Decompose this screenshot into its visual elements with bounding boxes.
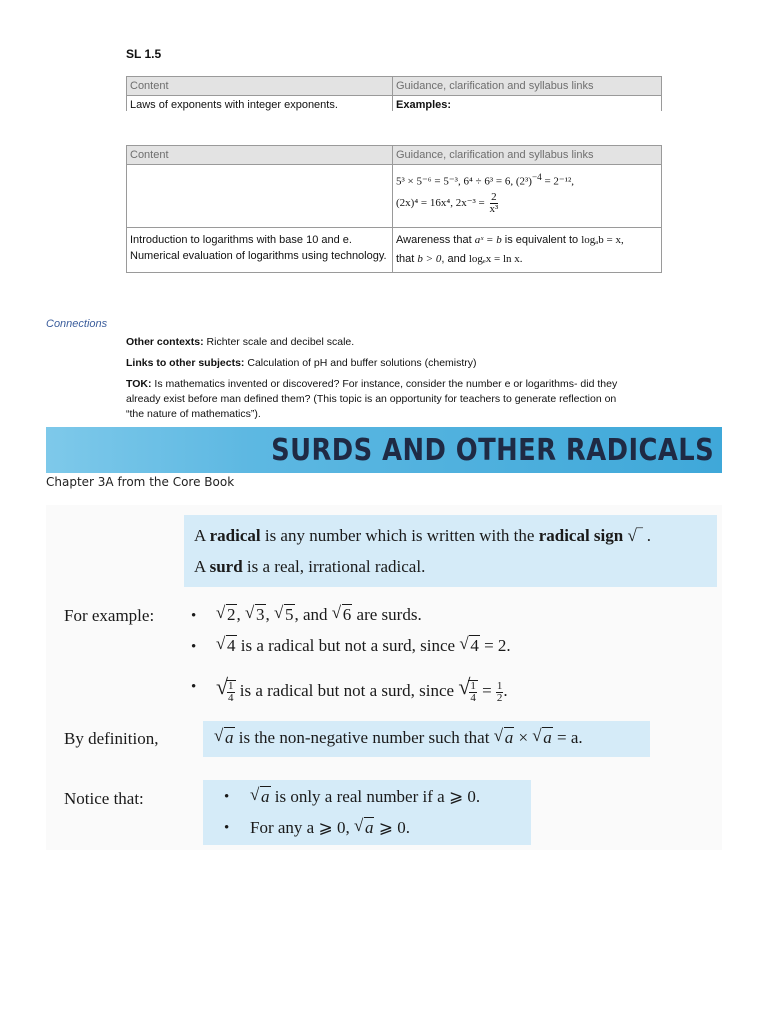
banner-title: SURDS AND OTHER RADICALS [270,433,714,468]
equivalence-text: is equivalent to [501,234,582,246]
sqrt-one-quarter [459,676,478,704]
links-label: Links to other subjects: [126,357,245,369]
comma: , [265,605,274,624]
sqrt-6 [333,605,353,625]
logarithm-evaluation-text: Numerical evaluation of logarithms using technology. [130,250,387,262]
ln-equation: logₑx = ln x. [468,253,523,265]
section-code: SL 1.5 [126,47,162,61]
sqrt-2 [217,605,237,625]
links-to-other-subjects [126,356,626,371]
radicand [226,679,236,704]
not-surd-text: is a radical but not a surd, since [235,681,459,700]
equals-two: = 2. [479,636,511,655]
tok-connection [126,377,621,422]
table1-header-guidance: Guidance, clarification and syllabus links [393,77,662,96]
non-negative-text: is the non-negative number such that [234,728,494,747]
bullet: • [191,679,197,695]
bullet: • [191,608,197,624]
radicand: 3 [256,605,265,624]
def-a: A [194,526,210,545]
example-sqrt-quarter [216,676,508,704]
sqrt-a [251,787,271,807]
radicand: 4 [470,636,479,655]
surd-def-a: A [194,557,210,576]
surd-term: surd [209,557,243,576]
links-text: Calculation of pH and buffer solutions (chemistry) [244,357,477,369]
radicand [468,679,478,704]
radicand: 6 [342,605,352,624]
equals-sign: = [477,681,496,700]
comma: , [236,605,245,624]
exponent-example-b: = 2⁻¹², [541,175,575,188]
radicand: a [225,728,234,747]
sqrt-5 [275,605,295,625]
sqrt-4 [217,636,237,656]
surd-definition [194,557,425,577]
tok-text: Is mathematics invented or discovered? For instance, consider the number e or logarithms- did they already exist before man defined them? (This topic is an opportunity for teachers to generate reflection on “the nature of mathematics”). [126,378,618,420]
radical-term: radical [209,526,261,545]
denominator: 4 [228,691,234,704]
sqrt-a [355,818,375,838]
radicand: a [543,728,552,747]
radicand: 4 [227,636,236,655]
bullet: • [191,639,197,655]
exponent-superscript: −4 [531,172,542,182]
log-awareness-line2 [396,250,658,269]
syllabus-table-2 [126,145,662,273]
awareness-text: Awareness that [396,234,475,246]
not-surd-text: is a radical but not a surd, since [236,636,460,655]
radical-sign-symbol: √‾ . [623,526,651,545]
other-contexts [126,335,626,350]
radical-sign-term: radical sign [538,526,624,545]
connections-label: Connections [46,318,108,330]
equals-a: = a. [552,728,583,747]
radical-definition [194,526,651,546]
logarithm-intro-text: Introduction to logarithms with base 10 and e. [130,234,352,246]
surd-def-rest: is a real, irrational radical. [242,557,426,576]
sqrt-definition [214,728,583,748]
exponent-examples-line1 [396,168,658,192]
syllabus-table-1 [126,76,662,111]
numerator: √ 1 [228,679,234,692]
log-equation: logₐb = x, [581,234,624,246]
notice-real-condition [250,787,480,807]
sqrt-one-quarter [217,676,236,704]
other-contexts-text: Richter scale and decibel scale. [203,336,355,348]
example-surds [216,605,422,625]
and-text: , and [294,605,332,624]
radicand: a [261,787,270,806]
sqrt-4 [460,636,480,656]
notice-label: Notice that: [64,789,144,808]
numerator: √ 1 [470,679,476,692]
radicand: 5 [285,605,294,624]
chapter-reference: Chapter 3A from the Core Book [46,475,235,489]
exponent-example-c: (2x)⁴ = 16x⁴, 2x⁻³ = [396,196,485,209]
radicand: a [504,728,514,747]
bullet: • [224,789,230,805]
bullet: • [224,820,230,836]
other-contexts-label: Other contexts: [126,336,204,348]
tok-label: TOK: [126,378,152,390]
fraction-denominator: x³ [489,202,499,215]
numerator: 1 [496,679,503,692]
table2-row1-content [127,165,393,228]
sqrt-a [495,728,515,748]
fraction-numerator: 2 [491,190,497,203]
that-text: that [396,253,418,265]
table2-header-guidance: Guidance, clarification and syllabus links [393,146,662,165]
chapter-banner [46,427,722,473]
fraction-one-quarter [227,681,235,704]
and-text: , and [441,253,469,265]
denominator: 4 [470,691,476,704]
table2-header-content: Content [127,146,393,165]
def-mid: is any number which is written with the [260,526,539,545]
table1-guidance-cell [393,96,662,112]
table2-row2-guidance [393,228,662,273]
by-definition-label: By definition, [64,729,159,748]
notice-nonnegative [250,818,410,838]
are-surds-text: are surds. [352,605,422,624]
table2-row1-guidance [393,165,662,228]
table1-header-content: Content [127,77,393,96]
example-sqrt4 [216,636,511,656]
b-positive: b > 0 [417,253,442,265]
sqrt-a [215,728,235,748]
power-equation: aˣ = b [474,234,502,246]
exponent-examples-line2 [396,192,658,215]
table1-content-cell: Laws of exponents with integer exponents. [127,96,393,112]
for-example-label: For example: [64,606,155,625]
examples-label: Examples: [396,99,452,111]
exponent-fraction [490,192,499,215]
nonnegative-text: ⩾ 0. [374,818,410,837]
times-sign: × [514,728,533,747]
table2-row2-content [127,228,393,273]
radicand: 2 [227,605,236,624]
denominator: 2 [496,691,503,704]
sqrt-3 [246,605,266,625]
period: . [503,681,508,700]
real-number-text: is only a real number if a ⩾ 0. [270,787,481,806]
for-any-text: For any a ⩾ 0, [250,818,354,837]
exponent-example-a: 5³ × 5⁻⁶ = 5⁻³, 6⁴ ÷ 6³ = 6, (2³) [396,175,532,188]
sqrt-a [533,728,553,748]
radicand: a [364,818,374,837]
log-awareness-line1 [396,231,658,250]
fraction-one-quarter [469,681,477,704]
